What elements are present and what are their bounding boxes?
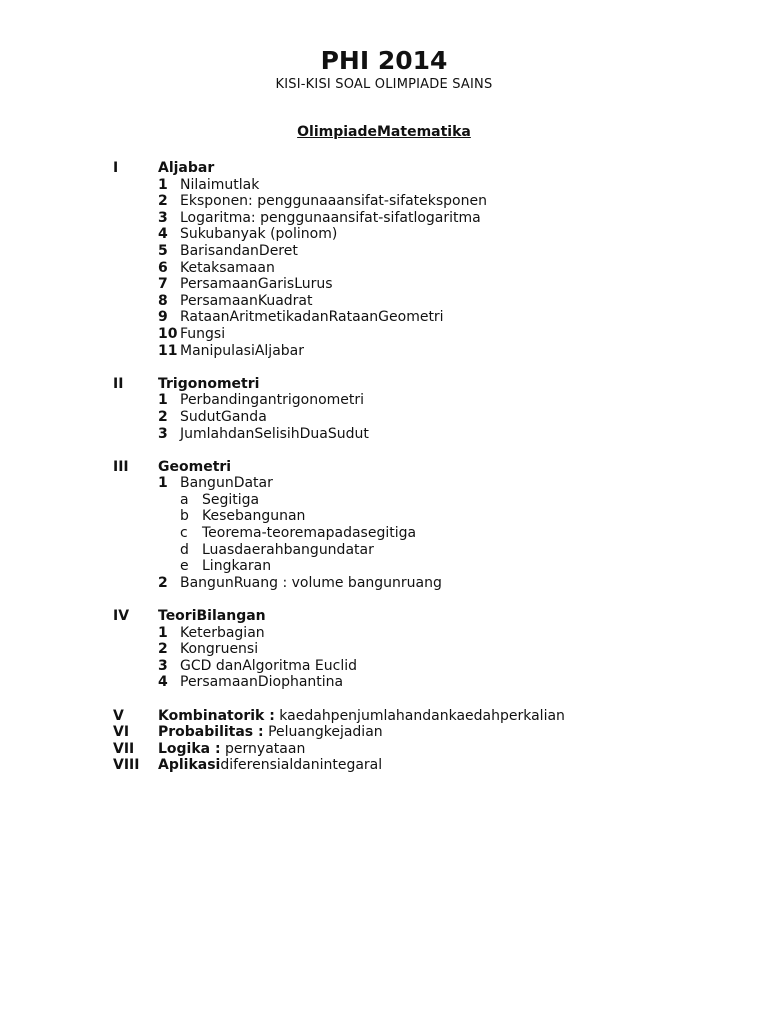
item-text: PersamaanKuadrat xyxy=(180,292,313,309)
indent-spacer xyxy=(113,409,158,426)
indent-spacer xyxy=(113,525,158,542)
indent-spacer xyxy=(113,309,158,326)
section-number: III xyxy=(113,458,129,475)
indent-spacer xyxy=(113,243,158,260)
item-text: Kongruensi xyxy=(180,641,259,658)
list-item xyxy=(113,475,733,492)
item-text: PersamaanDiophantina xyxy=(180,674,344,691)
item-text: Ketaksamaan xyxy=(180,259,275,276)
indent-spacer xyxy=(113,674,158,691)
document-subtitle: KISI-KISI SOAL OLIMPIADE SAINS xyxy=(275,77,493,92)
item-text: Sukubanyak (polinom) xyxy=(180,226,338,243)
section-label: Aplikasi xyxy=(158,757,221,774)
indent-spacer xyxy=(113,558,158,575)
sub-item-letter: a xyxy=(180,491,189,508)
item-text: BangunRuang : volume bangunruang xyxy=(180,574,442,591)
indent-spacer xyxy=(113,426,158,443)
section-heading-row xyxy=(113,459,733,476)
item-number: 2 xyxy=(158,574,168,591)
list-item xyxy=(113,343,733,360)
indent-spacer xyxy=(113,177,158,194)
item-text: SudutGanda xyxy=(180,408,267,425)
section-heading-row xyxy=(113,608,733,625)
document-title: PHI 2014 xyxy=(320,46,448,75)
item-number: 2 xyxy=(158,641,168,658)
sub-item-text: Kesebangunan xyxy=(202,508,306,525)
sub-item-letter: d xyxy=(180,541,189,558)
list-item xyxy=(113,392,733,409)
item-number: 10 xyxy=(158,325,178,342)
extra-sections-block xyxy=(113,708,733,774)
section-block xyxy=(113,160,733,359)
sub-list-item xyxy=(113,525,733,542)
item-number: 3 xyxy=(158,209,168,226)
sub-item-text: Teorema-teoremapadasegitiga xyxy=(202,525,417,542)
extra-section-row xyxy=(113,757,733,774)
list-item xyxy=(113,409,733,426)
item-number: 1 xyxy=(158,475,168,492)
sub-item-letter: e xyxy=(180,558,189,575)
list-item xyxy=(113,210,733,227)
sub-item-text: Lingkaran xyxy=(202,558,272,575)
item-number: 4 xyxy=(158,226,168,243)
item-number: 3 xyxy=(158,425,168,442)
indent-spacer xyxy=(113,210,158,227)
list-item xyxy=(113,625,733,642)
item-number: 7 xyxy=(158,276,168,293)
item-number: 1 xyxy=(158,624,168,641)
section-heading: Geometri xyxy=(158,458,232,475)
item-number: 11 xyxy=(158,342,178,359)
indent-spacer xyxy=(113,492,158,509)
item-text: GCD danAlgoritma Euclid xyxy=(180,657,357,674)
section-number: VIII xyxy=(113,757,140,774)
section-block xyxy=(113,376,733,442)
item-number: 9 xyxy=(158,309,168,326)
indent-spacer xyxy=(113,625,158,642)
indent-spacer xyxy=(113,658,158,675)
indent-spacer xyxy=(113,293,158,310)
list-item xyxy=(113,193,733,210)
sub-item-text: Luasdaerahbangundatar xyxy=(202,541,374,558)
list-item xyxy=(113,426,733,443)
section-number: I xyxy=(113,160,119,176)
item-text: PersamaanGarisLurus xyxy=(180,276,333,293)
item-number: 6 xyxy=(158,259,168,276)
item-text: BangunDatar xyxy=(180,475,273,492)
item-number: 8 xyxy=(158,292,168,309)
list-item xyxy=(113,293,733,310)
section-heading-row xyxy=(113,376,733,393)
indent-spacer xyxy=(113,193,158,210)
extra-section-row xyxy=(113,724,733,741)
item-text: Logaritma: penggunaansifat-sifatlogaritma xyxy=(180,209,481,226)
section-number: V xyxy=(113,707,124,724)
section-number: IV xyxy=(113,608,130,625)
sub-list-item xyxy=(113,542,733,559)
section-heading: Trigonometri xyxy=(158,375,260,392)
item-text: BarisandanDeret xyxy=(180,242,298,259)
section-heading-row xyxy=(113,160,733,177)
syllabus-list xyxy=(113,160,733,791)
section-label: Probabilitas : xyxy=(158,724,264,741)
list-item xyxy=(113,276,733,293)
list-item xyxy=(113,177,733,194)
item-text: ManipulasiAljabar xyxy=(180,342,304,359)
sub-item-letter: b xyxy=(180,508,189,525)
sub-item-letter: c xyxy=(180,525,188,542)
sub-list-item xyxy=(113,492,733,509)
item-number: 5 xyxy=(158,242,168,259)
indent-spacer xyxy=(113,326,158,343)
sub-list-item xyxy=(113,558,733,575)
subject-heading: OlimpiadeMatematika xyxy=(297,124,471,140)
indent-spacer xyxy=(113,542,158,559)
section-description: kaedahpenjumlahandankaedahperkalian xyxy=(274,707,565,724)
section-heading: Aljabar xyxy=(158,160,215,176)
item-text: JumlahdanSelisihDuaSudut xyxy=(180,425,369,442)
item-text: Nilaimutlak xyxy=(180,176,260,193)
item-number: 4 xyxy=(158,674,168,691)
indent-spacer xyxy=(113,392,158,409)
indent-spacer xyxy=(113,343,158,360)
section-label: Logika : xyxy=(158,740,221,757)
section-description: Peluangkejadian xyxy=(263,724,383,741)
item-number: 1 xyxy=(158,392,168,409)
indent-spacer xyxy=(113,260,158,277)
indent-spacer xyxy=(113,226,158,243)
item-text: RataanAritmetikadanRataanGeometri xyxy=(180,309,444,326)
list-item xyxy=(113,641,733,658)
item-number: 2 xyxy=(158,193,168,210)
item-number: 1 xyxy=(158,176,168,193)
indent-spacer xyxy=(113,508,158,525)
list-item xyxy=(113,674,733,691)
section-label: Kombinatorik : xyxy=(158,707,275,724)
section-heading: TeoriBilangan xyxy=(158,608,266,625)
section-number: II xyxy=(113,375,124,392)
section-block xyxy=(113,608,733,691)
list-item xyxy=(113,575,733,592)
extra-section-row xyxy=(113,708,733,725)
list-item xyxy=(113,326,733,343)
item-number: 2 xyxy=(158,408,168,425)
indent-spacer xyxy=(113,641,158,658)
item-text: Perbandingantrigonometri xyxy=(180,392,365,409)
extra-section-row xyxy=(113,741,733,758)
section-description: pernyataan xyxy=(220,740,306,757)
list-item xyxy=(113,309,733,326)
indent-spacer xyxy=(113,475,158,492)
sub-list-item xyxy=(113,508,733,525)
item-text: Eksponen: penggunaaansifat-sifateksponen xyxy=(180,193,487,210)
section-description: diferensialdanintegaral xyxy=(220,757,383,774)
item-number: 3 xyxy=(158,657,168,674)
item-text: Keterbagian xyxy=(180,624,265,641)
section-number: VI xyxy=(113,724,130,741)
section-block xyxy=(113,459,733,592)
indent-spacer xyxy=(113,276,158,293)
list-item xyxy=(113,658,733,675)
list-item xyxy=(113,226,733,243)
indent-spacer xyxy=(113,575,158,592)
item-text: Fungsi xyxy=(180,325,226,342)
list-item xyxy=(113,260,733,277)
sub-item-text: Segitiga xyxy=(202,491,260,508)
section-number: VII xyxy=(113,740,135,757)
list-item xyxy=(113,243,733,260)
